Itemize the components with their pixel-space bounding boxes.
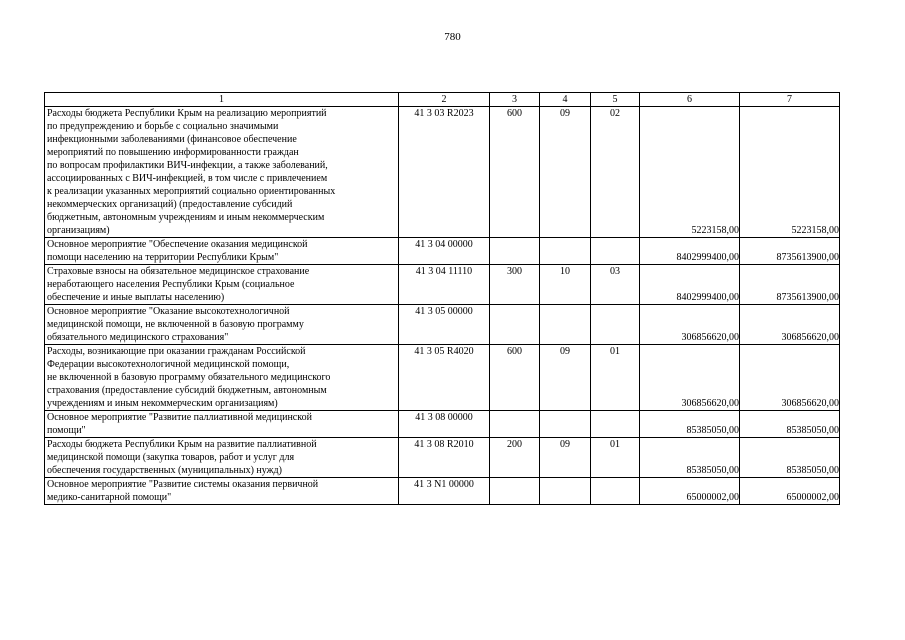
row-name-line: обеспечение и иные выплаты населению) <box>47 292 225 303</box>
row-code-cell: 41 3 05 R4020 <box>399 345 490 411</box>
row-col4-cell: 10 <box>540 265 591 305</box>
table-header-row <box>45 93 840 107</box>
budget-table <box>44 92 840 505</box>
row-code-cell: 41 3 04 11110 <box>399 265 490 305</box>
row-col4-cell: 09 <box>540 345 591 411</box>
row-name-line: по вопросам профилактики ВИЧ-инфекции, а также заболеваний, <box>47 160 328 171</box>
row-amount-col6: 85385050,00 <box>640 438 740 478</box>
header-cell-2: 2 <box>399 93 490 107</box>
row-col4-cell: 09 <box>540 438 591 478</box>
row-amount-col7: 306856620,00 <box>740 305 840 345</box>
header-cell-6: 6 <box>640 93 740 107</box>
table-row <box>45 478 840 505</box>
row-name-line: Основное мероприятие "Оказание высокотехнологичной <box>47 306 290 317</box>
row-col5-cell <box>591 238 640 265</box>
row-name-line: обязательного медицинского страхования" <box>47 332 229 343</box>
row-name-cell <box>45 305 399 345</box>
row-name-line: бюджетным, автономным учреждениям и иным некоммерческим <box>47 212 325 223</box>
row-amount-col6: 306856620,00 <box>640 345 740 411</box>
row-name-line: Федерации высокотехнологичной медицинской помощи, <box>47 359 290 370</box>
row-name-line: помощи населению на территории Республики Крым" <box>47 252 279 263</box>
row-name-cell <box>45 411 399 438</box>
table-row <box>45 305 840 345</box>
row-name-line: медико-санитарной помощи" <box>47 492 172 503</box>
header-cell-4: 4 <box>540 93 591 107</box>
row-name-cell <box>45 438 399 478</box>
row-name-line: к реализации указанных мероприятий социально ориентированных <box>47 186 336 197</box>
row-col4-cell: 09 <box>540 107 591 238</box>
row-name-line: Основное мероприятие "Обеспечение оказания медицинской <box>47 239 308 250</box>
row-name-line: страхования (предоставление субсидий бюджетным, автономным <box>47 385 327 396</box>
header-cell-5: 5 <box>591 93 640 107</box>
table-row <box>45 265 840 305</box>
row-code-cell: 41 3 03 R2023 <box>399 107 490 238</box>
row-col5-cell: 01 <box>591 438 640 478</box>
row-col5-cell <box>591 411 640 438</box>
row-code-cell: 41 3 08 00000 <box>399 411 490 438</box>
row-name-line: неработающего населения Республики Крым (социальное <box>47 279 295 290</box>
row-amount-col7: 5223158,00 <box>740 107 840 238</box>
row-amount-col7: 65000002,00 <box>740 478 840 505</box>
row-col3-cell: 600 <box>490 345 540 411</box>
row-amount-col6: 8402999400,00 <box>640 265 740 305</box>
row-name-cell <box>45 265 399 305</box>
row-name-line: Расходы бюджета Республики Крым на развитие паллиативной <box>47 439 317 450</box>
row-amount-col6: 306856620,00 <box>640 305 740 345</box>
row-col3-cell <box>490 478 540 505</box>
row-name-line: учреждениям и иным некоммерческим организациям) <box>47 398 278 409</box>
row-col4-cell <box>540 305 591 345</box>
row-name-line: организациям) <box>47 225 110 236</box>
row-col3-cell: 600 <box>490 107 540 238</box>
row-name-line: ассоциированных с ВИЧ-инфекцией, в том числе с привлечением <box>47 173 328 184</box>
row-name-cell <box>45 238 399 265</box>
row-amount-col7: 8735613900,00 <box>740 238 840 265</box>
row-amount-col6: 8402999400,00 <box>640 238 740 265</box>
row-name-cell <box>45 478 399 505</box>
table-row <box>45 238 840 265</box>
table-row <box>45 411 840 438</box>
row-name-line: Основное мероприятие "Развитие паллиативной медицинской <box>47 412 312 423</box>
table-row <box>45 345 840 411</box>
header-cell-3: 3 <box>490 93 540 107</box>
row-col3-cell: 300 <box>490 265 540 305</box>
row-code-cell: 41 3 08 R2010 <box>399 438 490 478</box>
row-name-line: Расходы, возникающие при оказании гражданам Российской <box>47 346 306 357</box>
row-name-line: не включенной в базовую программу обязательного медицинского <box>47 372 331 383</box>
row-name-line: обеспечения государственных (муниципальных) нужд) <box>47 465 282 476</box>
row-col5-cell <box>591 305 640 345</box>
row-col3-cell <box>490 305 540 345</box>
row-name-cell <box>45 345 399 411</box>
row-name-line: по предупреждению и борьбе с социально значимыми <box>47 121 279 132</box>
row-name-line: инфекционными заболеваниями (финансовое обеспечение <box>47 134 297 145</box>
row-col5-cell: 02 <box>591 107 640 238</box>
row-col4-cell <box>540 478 591 505</box>
header-cell-1: 1 <box>45 93 399 107</box>
row-name-line: помощи" <box>47 425 86 436</box>
row-col3-cell: 200 <box>490 438 540 478</box>
row-name-line: Расходы бюджета Республики Крым на реализацию мероприятий <box>47 108 327 119</box>
row-amount-col7: 306856620,00 <box>740 345 840 411</box>
row-amount-col6: 85385050,00 <box>640 411 740 438</box>
row-amount-col6: 65000002,00 <box>640 478 740 505</box>
row-amount-col7: 8735613900,00 <box>740 265 840 305</box>
row-col3-cell <box>490 411 540 438</box>
row-col5-cell: 01 <box>591 345 640 411</box>
row-col5-cell: 03 <box>591 265 640 305</box>
row-amount-col7: 85385050,00 <box>740 438 840 478</box>
row-col5-cell <box>591 478 640 505</box>
row-name-line: некоммерческих организаций) (предоставление субсидий <box>47 199 293 210</box>
row-name-line: Страховые взносы на обязательное медицинское страхование <box>47 266 310 277</box>
row-name-line: мероприятий по повышению информированности граждан <box>47 147 299 158</box>
page-number: 780 <box>444 31 461 43</box>
row-col4-cell <box>540 238 591 265</box>
row-name-line: медицинской помощи (закупка товаров, работ и услуг для <box>47 452 295 463</box>
table-row <box>45 107 840 238</box>
row-code-cell: 41 3 N1 00000 <box>399 478 490 505</box>
row-col4-cell <box>540 411 591 438</box>
row-name-line: медицинской помощи, не включенной в базовую программу <box>47 319 304 330</box>
row-code-cell: 41 3 05 00000 <box>399 305 490 345</box>
table-row <box>45 438 840 478</box>
header-cell-7: 7 <box>740 93 840 107</box>
row-code-cell: 41 3 04 00000 <box>399 238 490 265</box>
row-amount-col7: 85385050,00 <box>740 411 840 438</box>
row-name-line: Основное мероприятие "Развитие системы оказания первичной <box>47 479 319 490</box>
row-name-cell <box>45 107 399 238</box>
row-amount-col6: 5223158,00 <box>640 107 740 238</box>
row-col3-cell <box>490 238 540 265</box>
